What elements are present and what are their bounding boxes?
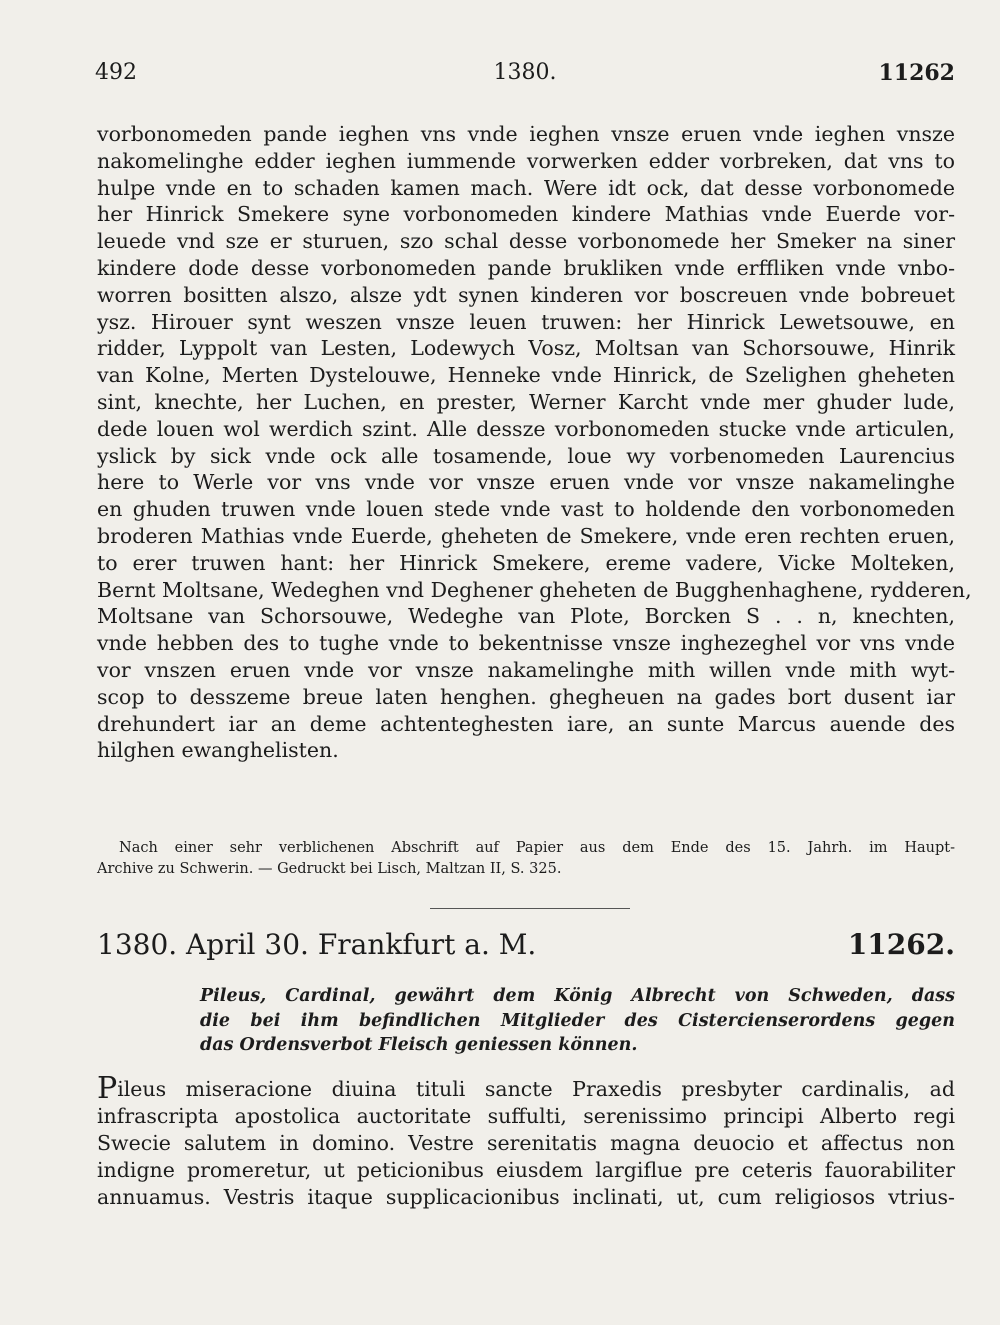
note-line: Nach einer sehr verblichenen Abschrift auf Papier aus dem Ende des 15. Jahrh. im Haupt- <box>119 840 955 856</box>
initial-letter: P <box>97 1071 118 1106</box>
text-line: hilghen ewanghelisten. <box>97 738 339 763</box>
text-line: vor vnszen eruen vnde vor vnsze nakamelinghe mith willen vnde mith wyt- <box>97 657 955 682</box>
text-line: hulpe vnde en to schaden kamen mach. Were idt ock, dat desse vorbonomede <box>97 175 955 200</box>
source-note <box>97 838 955 880</box>
text-line: drehundert iar an deme achtenteghesten iare, an sunte Marcus auende des <box>97 711 955 736</box>
entry-text-line: indigne promeretur, ut peticionibus eiusdem largiflue pre ceteris fauorabiliter <box>97 1158 955 1182</box>
text-line: ysz. Hirouer synt weszen vnsze leuen truwen: her Hinrick Lewetsouwe, en <box>97 309 955 334</box>
page-number: 492 <box>95 60 137 85</box>
text-line: scop to desszeme breue laten henghen. ghegheuen na gades bort dusent iar <box>97 684 955 709</box>
main-text-block <box>97 121 972 764</box>
summary-line: Pileus, Cardinal, gewährt dem König Albrecht von Schweden, dass <box>200 986 955 1006</box>
text-line: en ghuden truwen vnde louen stede vnde vast to holdende den vorbonomeden <box>97 497 955 522</box>
text-line: broderen Mathias vnde Euerde, gheheten de Smekere, vnde eren rechten eruen, <box>97 523 955 548</box>
text-line: yslick by sick vnde ock alle tosamende, loue wy vorbenomeden Laurencius <box>97 443 955 468</box>
text-line: van Kolne, Merten Dystelouwe, Henneke vnde Hinrick, de Szelighen gheheten <box>97 363 955 388</box>
entry-text-line: Swecie salutem in domino. Vestre serenitatis magna deuocio et affectus non <box>97 1131 955 1155</box>
entry-number: 11262. <box>847 928 955 961</box>
text-line: to erer truwen hant: her Hinrick Smekere, ereme vadere, Vicke Molteken, <box>97 550 955 575</box>
text-line: dede louen wol werdich szint. Alle dessze vorbonomeden stucke vnde articulen, <box>97 416 955 441</box>
entry-text-first-line-rest: ileus miseracione diuina tituli sancte Praxedis presbyter cardinalis, ad <box>117 1077 955 1101</box>
entry-text-line: infrascripta apostolica auctoritate suffulti, serenissimo principi Alberto regi <box>97 1104 955 1128</box>
entry-summary <box>200 984 955 1058</box>
text-line: ridder, Lyppolt van Lesten, Lodewych Vosz, Moltsan van Schorsouwe, Hinrik <box>97 336 955 361</box>
text-line: nakomelinghe edder ieghen iummende vorwerken edder vorbreken, dat vns to <box>97 148 955 173</box>
entry-text <box>97 1071 955 1211</box>
text-line: worren bositten alszo, alsze ydt synen kinderen vor boscreuen vnde bobreuet <box>97 282 955 307</box>
entry-date-place: 1380. April 30. Frankfurt a. M. <box>97 928 537 961</box>
note-line: Archive zu Schwerin. — Gedruckt bei Lisch, Maltzan II, S. 325. <box>97 861 562 877</box>
summary-line: das Ordensverbot Fleisch geniessen können. <box>200 1035 638 1055</box>
text-line: vnde hebben des to tughe vnde to bekentnisse vnsze inghezeghel vor vns vnde <box>97 631 955 656</box>
text-line: Bernt Moltsane, Wedeghen vnd Deghener gheheten de Bugghenhaghene, rydderen, <box>97 577 972 602</box>
text-line: her Hinrick Smekere syne vorbonomeden kindere Mathias vnde Euerde vor- <box>97 202 955 227</box>
text-line: leuede vnd sze er sturuen, szo schal desse vorbonomede her Smeker na siner <box>97 229 955 254</box>
entry-text-first-line <box>97 1071 955 1106</box>
summary-line: die bei ihm befindlichen Mitglieder des Cistercienserordens gegen <box>200 1010 955 1031</box>
text-line: vorbonomeden pande ieghen vns vnde ieghen vnsze eruen vnde ieghen vnsze <box>97 122 955 146</box>
text-line: Moltsane van Schorsouwe, Wedeghe van Plote, Borcken S . . n, knechten, <box>97 604 955 629</box>
page-header <box>95 60 955 92</box>
entry-text-line: annuamus. Vestris itaque supplicacionibus inclinati, ut, cum religiosos vtrius- <box>97 1185 955 1209</box>
text-line: sint, knechte, her Luchen, en prester, Werner Karcht vnde mer ghuder lude, <box>97 389 955 414</box>
text-line: here to Werle vor vns vnde vor vnsze eruen vnde vor vnsze nakamelinghe <box>97 470 955 495</box>
text-line: kindere dode desse vorbonomeden pande brukliken vnde erffliken vnde vnbo- <box>97 255 955 280</box>
entry-heading <box>97 928 955 968</box>
section-divider <box>430 908 630 909</box>
header-document-number: 11262 <box>878 60 955 86</box>
header-year: 1380. <box>493 60 557 85</box>
